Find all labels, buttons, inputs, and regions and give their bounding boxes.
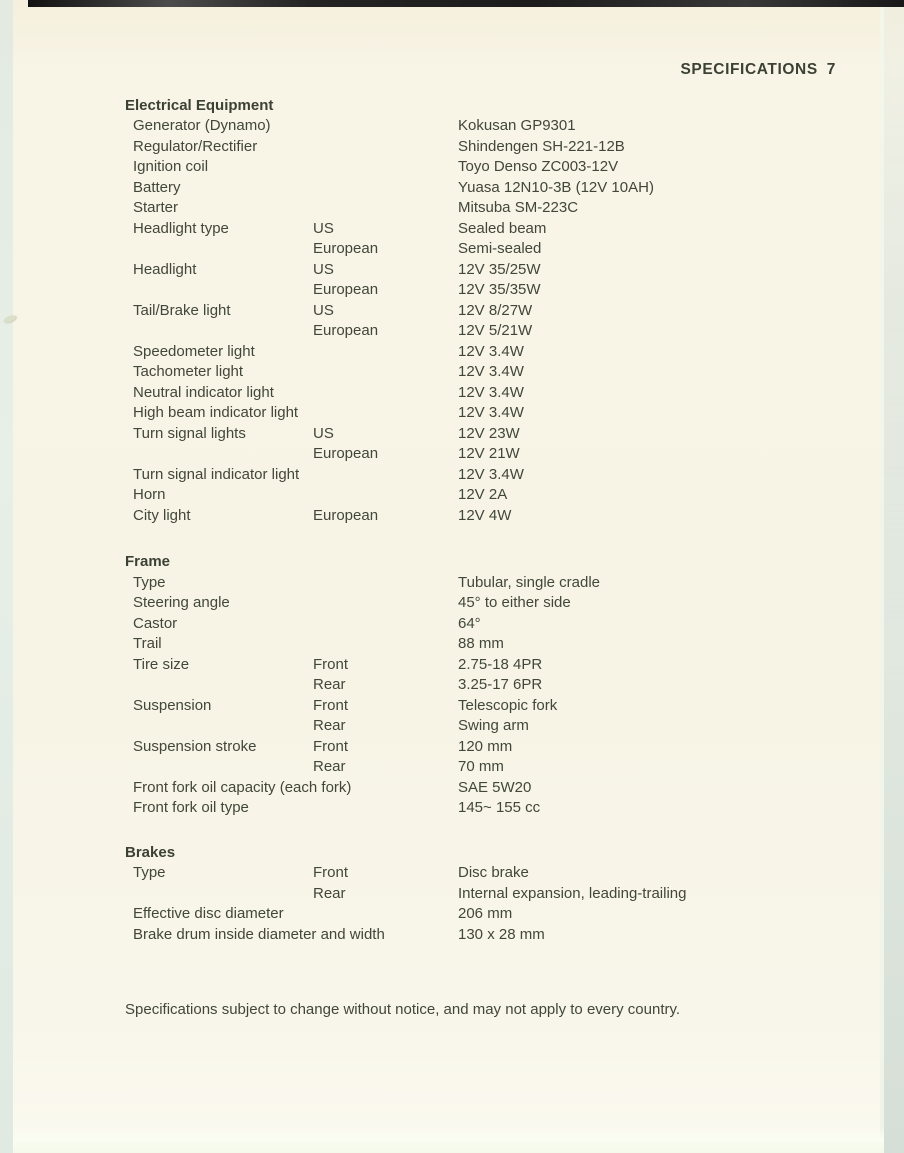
- spec-qualifier: [313, 778, 458, 799]
- spec-row: [125, 280, 836, 301]
- spec-value: SAE 5W20: [458, 778, 532, 796]
- spec-row: [125, 116, 836, 137]
- spec-label: [125, 321, 313, 342]
- spec-qualifier: US: [313, 301, 334, 319]
- spec-value: 12V 3.4W: [458, 342, 524, 360]
- spec-qualifier: Rear: [313, 676, 346, 693]
- spec-qualifier: Front: [313, 696, 349, 714]
- spec-value: Disc brake: [458, 864, 529, 881]
- spec-label: High beam indicator light: [133, 404, 299, 421]
- spec-row: [125, 342, 836, 363]
- spec-label: [125, 757, 313, 778]
- spec-qualifier: Front: [313, 737, 349, 755]
- spec-value: 130 x 28 mm: [458, 925, 545, 943]
- spec-label: Suspension stroke: [133, 737, 257, 755]
- spec-qualifier: [313, 593, 458, 614]
- spec-row: [125, 798, 836, 819]
- spec-qualifier: [313, 157, 458, 178]
- spec-row: [125, 219, 836, 240]
- spec-qualifier: US: [313, 424, 334, 442]
- spec-value: 145~ 155 cc: [458, 799, 541, 816]
- spec-label: Headlight: [133, 260, 197, 278]
- spec-label: Neutral indicator light: [133, 383, 274, 401]
- spec-row: [125, 737, 836, 758]
- spec-row: [125, 675, 836, 696]
- spec-label: Type: [133, 573, 166, 591]
- spec-qualifier: Rear: [313, 717, 346, 734]
- spec-qualifier: [313, 925, 458, 946]
- spec-value: 12V 3.4W: [458, 465, 524, 483]
- spec-qualifier: US: [313, 219, 334, 237]
- spec-label: Regulator/Rectifier: [133, 137, 258, 155]
- section-title: Frame: [125, 553, 171, 570]
- spec-row: [125, 260, 836, 281]
- spec-row: [125, 925, 836, 946]
- scan-edge-bottom: [13, 1127, 884, 1153]
- spec-qualifier: [313, 198, 458, 219]
- spec-row: [125, 403, 836, 424]
- spec-label: Type: [133, 864, 166, 881]
- spec-value: 45° to either side: [458, 594, 571, 611]
- spec-row: [125, 884, 836, 905]
- spec-label: Castor: [133, 614, 178, 632]
- spec-label: Starter: [133, 199, 179, 216]
- spec-value: 3.25-17 6PR: [458, 676, 543, 693]
- spec-value: 88 mm: [458, 635, 504, 652]
- spec-value: Mitsuba SM-223C: [458, 199, 579, 216]
- spec-label: Speedometer light: [133, 342, 255, 360]
- spec-row: [125, 863, 836, 884]
- spec-row: [125, 716, 836, 737]
- spec-value: Internal expansion, leading-trailing: [458, 884, 687, 902]
- spec-value: Sealed beam: [458, 219, 547, 237]
- spec-row: [125, 757, 836, 778]
- section-title: Brakes: [125, 843, 176, 861]
- spec-label: Suspension: [133, 696, 212, 714]
- spec-qualifier: [313, 798, 458, 819]
- spec-row: [125, 157, 836, 178]
- spec-row: [125, 778, 836, 799]
- spec-row: [125, 178, 836, 199]
- spec-qualifier: Rear: [313, 758, 346, 775]
- spec-row: [125, 301, 836, 322]
- spec-row: [125, 696, 836, 717]
- spec-qualifier: Rear: [313, 884, 346, 902]
- spec-value: 120 mm: [458, 737, 513, 755]
- spec-label: [125, 280, 313, 301]
- spec-row: [125, 198, 836, 219]
- spec-qualifier: [313, 178, 458, 199]
- spec-qualifier: US: [313, 260, 334, 278]
- spec-row: [125, 444, 836, 465]
- spec-row: [125, 485, 836, 506]
- spec-value: 70 mm: [458, 758, 504, 775]
- spec-row: [125, 137, 836, 158]
- spec-row: [125, 593, 836, 614]
- spec-value: 206 mm: [458, 905, 513, 922]
- spec-label: Steering angle: [133, 594, 230, 611]
- spec-row: [125, 424, 836, 445]
- spec-value: Telescopic fork: [458, 696, 558, 714]
- spec-value: 12V 5/21W: [458, 322, 533, 339]
- spec-value: 12V 3.4W: [458, 383, 524, 401]
- spec-qualifier: [313, 403, 458, 424]
- spec-qualifier: European: [313, 506, 379, 524]
- spec-value: 12V 3.4W: [458, 404, 524, 421]
- spec-qualifier: [313, 137, 458, 158]
- spec-qualifier: [313, 485, 458, 506]
- spec-qualifier: [313, 362, 458, 383]
- spec-qualifier: [313, 904, 458, 925]
- spec-label: Headlight type: [133, 219, 229, 237]
- spec-value: 12V 23W: [458, 424, 520, 442]
- spec-value: 12V 35/25W: [458, 260, 541, 278]
- spec-row: [125, 506, 836, 527]
- spec-label: Front fork oil capacity (each fork): [133, 778, 352, 796]
- spec-qualifier: Front: [313, 864, 349, 881]
- spec-label: Trail: [133, 635, 162, 652]
- spec-qualifier: Front: [313, 655, 349, 673]
- spec-value: 2.75-18 4PR: [458, 655, 543, 673]
- spec-value: 12V 35/35W: [458, 281, 541, 298]
- spec-label: [125, 444, 313, 465]
- spec-value: Semi-sealed: [458, 240, 542, 257]
- section-title: Electrical Equipment: [125, 96, 274, 114]
- spec-label: Tail/Brake light: [133, 301, 231, 319]
- spec-row: [125, 465, 836, 486]
- spec-value: Toyo Denso ZC003-12V: [458, 158, 619, 175]
- page-title-text: SPECIFICATIONS: [680, 61, 818, 78]
- spec-qualifier: [313, 116, 458, 137]
- spec-qualifier: [313, 383, 458, 404]
- spec-qualifier: [313, 634, 458, 655]
- spec-qualifier: European: [313, 240, 379, 257]
- spec-qualifier: European: [313, 445, 379, 462]
- spec-section: [125, 843, 836, 946]
- spec-label: Tire size: [133, 655, 190, 673]
- spec-row: [125, 904, 836, 925]
- spec-value: Kokusan GP9301: [458, 117, 576, 134]
- spec-value: 64°: [458, 614, 481, 632]
- spec-value: 12V 8/27W: [458, 301, 533, 319]
- spec-section: [125, 96, 836, 527]
- spec-label: [125, 716, 313, 737]
- scan-edge-right: [880, 7, 904, 1153]
- spec-value: Swing arm: [458, 717, 529, 734]
- spec-row: [125, 362, 836, 383]
- spec-value: 12V 21W: [458, 445, 520, 462]
- spec-value: Tubular, single cradle: [458, 573, 601, 591]
- spec-qualifier: European: [313, 322, 379, 339]
- spec-sections: [125, 96, 836, 946]
- page-content: [125, 60, 836, 1021]
- footer-note: Specifications subject to change without notice, and may not apply to every country.: [125, 1001, 681, 1018]
- spec-label: Ignition coil: [133, 158, 209, 175]
- spec-label: [125, 884, 313, 905]
- spec-label: Horn: [133, 486, 166, 503]
- spec-row: [125, 614, 836, 635]
- spec-label: City light: [133, 506, 191, 524]
- spec-qualifier: [313, 614, 458, 635]
- spec-label: Turn signal indicator light: [133, 465, 300, 483]
- spec-qualifier: [313, 342, 458, 363]
- spec-label: Tachometer light: [133, 363, 244, 380]
- spec-label: Battery: [133, 178, 181, 196]
- spec-label: Effective disc diameter: [133, 905, 284, 922]
- scan-edge-left: [0, 0, 13, 1153]
- scan-edge-top: [28, 0, 904, 7]
- spec-qualifier: [313, 465, 458, 486]
- spec-row: [125, 321, 836, 342]
- page-number: 7: [826, 61, 836, 78]
- spec-value: 12V 2A: [458, 486, 508, 503]
- spec-value: 12V 3.4W: [458, 363, 524, 380]
- spec-row: [125, 634, 836, 655]
- spec-value: Shindengen SH-221-12B: [458, 137, 625, 155]
- page-title: [125, 60, 836, 81]
- spec-qualifier: [313, 573, 458, 594]
- spec-label: Front fork oil type: [133, 799, 249, 816]
- spec-row: [125, 383, 836, 404]
- spec-qualifier: European: [313, 281, 379, 298]
- spec-label: Turn signal lights: [133, 424, 246, 442]
- spec-value: 12V 4W: [458, 506, 512, 524]
- spec-section: [125, 552, 836, 819]
- spec-label: [125, 239, 313, 260]
- spec-row: [125, 239, 836, 260]
- spec-row: [125, 573, 836, 594]
- spec-value: Yuasa 12N10-3B (12V 10AH): [458, 178, 654, 196]
- spec-label: Generator (Dynamo): [133, 117, 271, 134]
- spec-row: [125, 655, 836, 676]
- spec-label: [125, 675, 313, 696]
- spec-label: Brake drum inside diameter and width: [133, 925, 385, 943]
